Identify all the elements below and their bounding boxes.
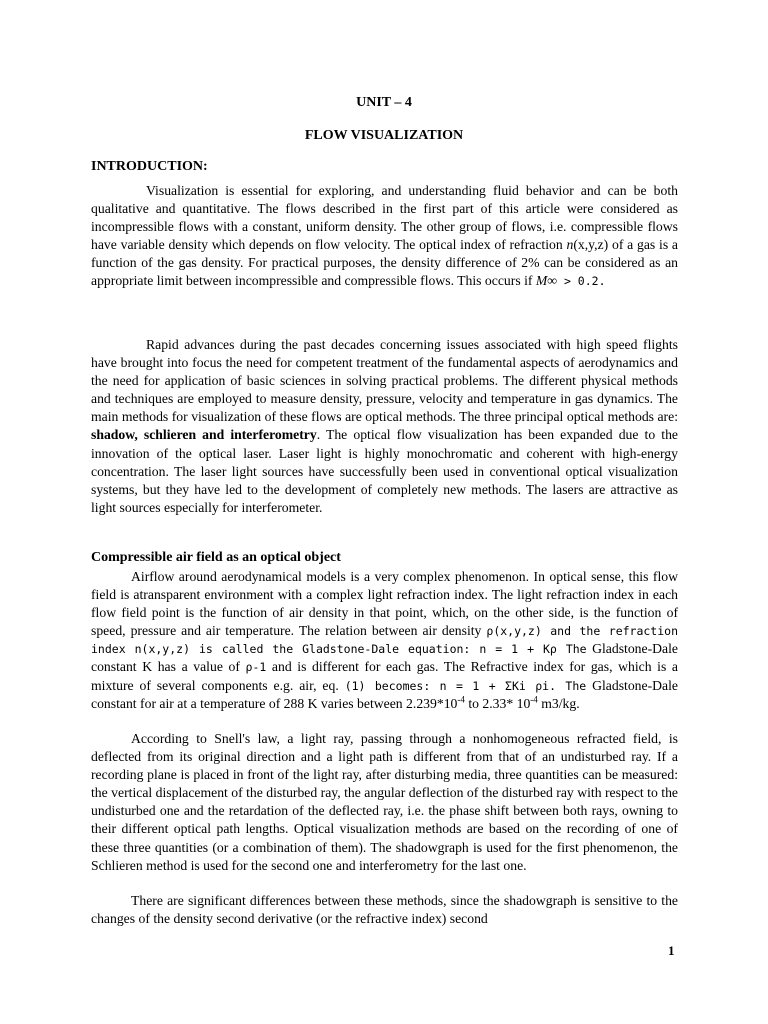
page-number: 1 xyxy=(668,943,675,958)
para3-text-d: Gladstone-Dale constant for air at a temperature of 288 K varies between 2.239*10 xyxy=(91,677,678,711)
para1-text-b: of a gas is a function of the gas density. For practical purposes, the density difference of 2% can be considered as an appropriate limit between incompressible and compressible flows. This occurs if xyxy=(91,237,679,289)
para3-text-a: Airflow around aerodynamical models is a very complex phenomenon. In optical sense, this flow field is atransparent environment with a complex light refraction index. The light refraction index in each flow field point is the function of air density in that point, which, on the other side, is the function of speed, pressure and air temperature. The relation between air density xyxy=(91,569,678,639)
para3-text-c: and is different for each gas. The Refractive index for gas, which is a mixture of several components e.g. air, eq. xyxy=(91,659,678,693)
para1-text-a: Visualization is essential for exploring, and understanding fluid behavior and can be both qualitative and quantitative. The flows described in the first part of this article were considered as incompressible flows with a constant, uniform density. The other group of flows, i.e. compressible flows have variable density which depends on flow velocity. The optical index of refraction xyxy=(91,183,678,253)
para2-text-a: Rapid advances during the past decades concerning issues associated with high speed flights have brought into focus the need for competent treatment of the fundamental aspects of aerodynamics and the need for application of basic sciences in solving practical problems. The different physical methods and techniques are employed to measure density, pressure, velocity and temperature in gas dynamics. The main methods for visualization of these flows are optical methods. The three principal optical methods are: xyxy=(91,337,678,425)
section-paragraph-3: There are significant differences between these methods, since the shadowgraph is sensitive to the changes of the density second derivative (or the refractive index) second xyxy=(91,893,678,927)
para3-mixture-equation: (1) becomes: n = 1 + ΣKi ρi. The xyxy=(344,678,587,693)
section-paragraph-2: According to Snell's law, a light ray, passing through a nonhomogeneous refracted field, is deflected from its original direction and a light path is different from that of an undisturbed ray. If a recording plane is placed in front of the light ray, after disturbing media, three quantities can be measured: the vertical displacement of the disturbed ray, the angular deflection of the disturbed ray with respect to the undisturbed one and the retardation of the deflected ray, i.e. the phase shift between both rays, owning to their different optical path lengths. Optical visualization methods are based on the recording of one of these three quantities (or a combination of them). The shadowgraph is used for the first phenomenon, the Schlieren method is used for the second one and interferometry for the last one. xyxy=(91,731,678,873)
para1-mach-italic: M∞ xyxy=(535,273,558,289)
para3-superscript-1: -4 xyxy=(457,694,465,705)
para1-text-c: > 0.2. xyxy=(557,274,606,289)
para3-rho-inverse: ρ-1 xyxy=(245,660,267,675)
section-subheading: Compressible air field as an optical object xyxy=(91,550,341,565)
para1-n-italic: n xyxy=(566,237,574,253)
unit-heading: UNIT – 4 xyxy=(356,95,412,110)
section-paragraph-1 xyxy=(91,568,678,713)
para3-text-f: m3/kg. xyxy=(537,695,580,711)
para3-text-b: Gladstone-Dale constant K has a value of xyxy=(91,641,678,675)
para3-superscript-2: -4 xyxy=(530,694,538,705)
para1-xyz: (x,y,z) xyxy=(573,237,609,253)
intro-paragraph-1 xyxy=(91,182,678,291)
para2-bold-methods: shadow, schlieren and interferometry xyxy=(91,427,317,443)
intro-paragraph-2 xyxy=(91,336,678,517)
introduction-heading: INTRODUCTION: xyxy=(91,159,208,174)
para3-gladstone-equation: ρ(x,y,z) and the refraction index n(x,y,z) is called the Gladstone-Dale equation: n = 1 + Kρ The xyxy=(91,624,679,657)
para2-text-b: . The optical flow visualization has been expanded due to the innovation of the optical laser. Laser light is highly monochromatic and coherent with high-energy concentration. The laser light sources have successfully been used in conventional optical visualization systems, but they have led to the development of completely new methods. The lasers are attractive as light sources especially for interferometer. xyxy=(91,427,678,515)
para3-text-e: to 2.33* 10 xyxy=(464,695,531,711)
document-title: FLOW VISUALIZATION xyxy=(304,128,464,143)
